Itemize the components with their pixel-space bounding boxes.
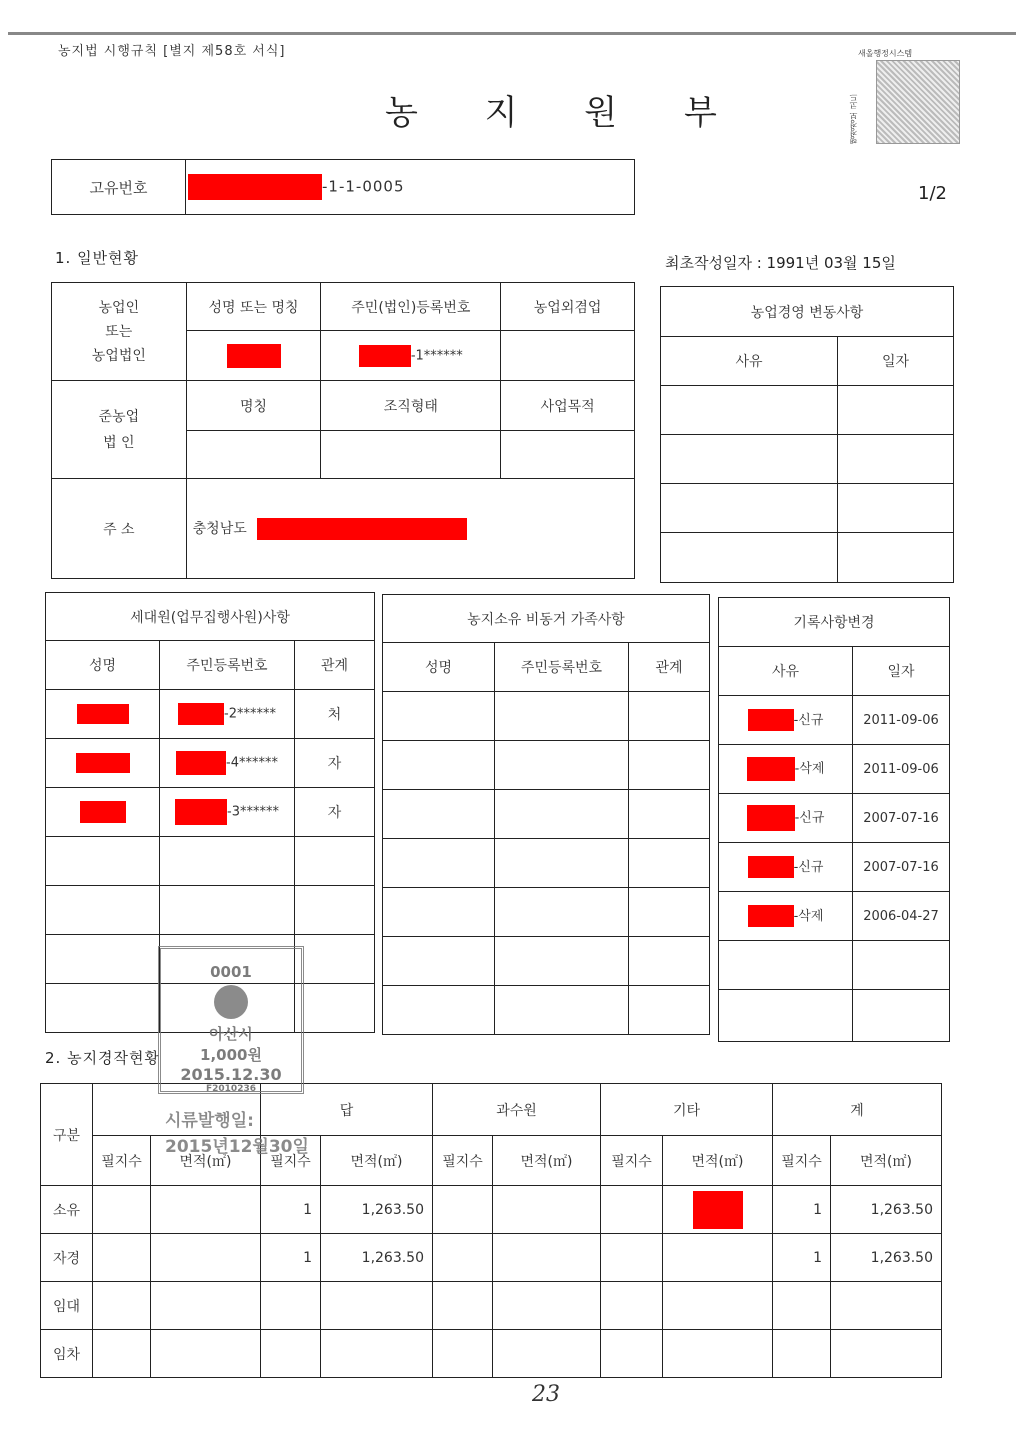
household-cell: [46, 935, 160, 984]
farm-total-count: 1: [773, 1186, 831, 1234]
change-cell: [838, 386, 954, 435]
record-changes-table: [718, 597, 950, 1042]
redaction-box: [175, 799, 227, 825]
family-cell: [383, 888, 495, 937]
farm-cell: [93, 1282, 151, 1330]
stamp-code: F2010236: [206, 1084, 256, 1094]
farmer-reg-suffix: -1******: [410, 348, 463, 363]
farm-cell: [151, 1234, 261, 1282]
address-cell: [186, 479, 634, 579]
change-header-reason: 사유: [661, 337, 838, 386]
redaction-box: [178, 703, 224, 725]
header-reg-no: 주민(법인)등록번호: [321, 283, 501, 331]
household-cell: [295, 935, 375, 984]
household-rel-cell: 자: [295, 788, 375, 837]
issue-date: 2015년12월30일: [165, 1137, 309, 1157]
household-cell: [295, 886, 375, 935]
redaction-box: [188, 174, 322, 200]
household-rel-cell: 처: [295, 690, 375, 739]
quasi-corp-label: 준농업 법 인: [52, 381, 187, 479]
stamp-city: 아산시: [209, 1025, 253, 1043]
family-cell: [629, 986, 710, 1035]
quasi-purpose-cell: [501, 431, 635, 479]
family-cell: [383, 741, 495, 790]
record-reason: -신규: [793, 712, 824, 728]
farm-cell: [93, 1186, 151, 1234]
farm-row-label: 자경: [41, 1234, 93, 1282]
farm-total-area: 1,263.50: [831, 1186, 942, 1234]
household-reg-cell: [160, 690, 295, 739]
family-cell: [629, 839, 710, 888]
farm-cell: [151, 1282, 261, 1330]
redaction-box: [257, 518, 467, 540]
household-cell: [46, 886, 160, 935]
household-cell: [295, 984, 375, 1033]
header-side-business: 농업외겸업: [501, 283, 635, 331]
stamp-number: 0001: [210, 963, 252, 981]
household-cell: [46, 984, 160, 1033]
record-date: 2011-09-06: [853, 696, 950, 745]
redaction-box: [748, 856, 794, 878]
records-title: 기록사항변경: [719, 598, 950, 647]
records-header-reason: 사유: [719, 647, 853, 696]
redaction-box: [176, 751, 226, 775]
record-reason-cell: [719, 843, 853, 892]
household-reg-cell: [160, 788, 295, 837]
family-cell: [495, 888, 629, 937]
farmer-name-cell: [186, 331, 321, 381]
household-rel-cell: 자: [295, 739, 375, 788]
redaction-box: [227, 344, 281, 368]
family-cell: [383, 986, 495, 1035]
family-cell: [383, 790, 495, 839]
record-reason-cell: [719, 696, 853, 745]
section2-title: 2. 농지경작현황: [45, 1049, 161, 1067]
household-reg-suffix: -2******: [224, 706, 276, 722]
record-cell: [853, 941, 950, 990]
farm-header-area: 면적(㎡): [151, 1136, 261, 1186]
qr-side-text: 행정정보 코드: [849, 93, 858, 144]
redaction-box: [748, 905, 794, 927]
family-cell: [629, 741, 710, 790]
farm-paddy-count: 1: [261, 1186, 321, 1234]
farm-cell: [321, 1282, 433, 1330]
farm-header-count: 필지수: [601, 1136, 663, 1186]
quasi-org-cell: [321, 431, 501, 479]
farm-header-area: 면적(㎡): [663, 1136, 773, 1186]
farm-cell: [493, 1330, 601, 1378]
change-cell: [661, 386, 838, 435]
farm-paddy-area: 1,263.50: [321, 1234, 433, 1282]
record-reason: -신규: [794, 810, 825, 826]
record-reason: -삭제: [794, 761, 825, 777]
family-cell: [495, 986, 629, 1035]
family-cell: [495, 741, 629, 790]
issue-label: 시류발행일:: [165, 1111, 254, 1131]
family-cell: [383, 937, 495, 986]
household-name-cell: [46, 788, 160, 837]
header-purpose: 사업목적: [501, 381, 635, 431]
farm-row-label: 임차: [41, 1330, 93, 1378]
official-seal-watermark: [545, 1205, 945, 1295]
address-prefix: 충청남도: [192, 520, 247, 537]
farm-cell: [433, 1186, 493, 1234]
record-date: 2006-04-27: [853, 892, 950, 941]
redaction-box: [359, 345, 411, 367]
household-reg-cell: [160, 739, 295, 788]
farm-header-paddy: 답: [261, 1084, 433, 1136]
farm-cell: [261, 1330, 321, 1378]
issue-date-stamp: [165, 1108, 309, 1160]
household-name-cell: [46, 739, 160, 788]
record-date: 2011-09-06: [853, 745, 950, 794]
change-cell: [661, 435, 838, 484]
farm-header-type: 구분: [41, 1084, 93, 1186]
family-cell: [383, 839, 495, 888]
household-header-reg: 주민등록번호: [160, 641, 295, 690]
header-org-type: 조직형태: [321, 381, 501, 431]
farm-header-count: 필지수: [93, 1136, 151, 1186]
farm-cell: [151, 1330, 261, 1378]
record-reason-cell: [719, 745, 853, 794]
family-cell: [629, 937, 710, 986]
farm-cell: [831, 1330, 942, 1378]
household-reg-suffix: -3******: [227, 804, 279, 820]
change-cell: [661, 533, 838, 583]
household-header-name: 성명: [46, 641, 160, 690]
farm-cell: [773, 1330, 831, 1378]
family-cell: [629, 888, 710, 937]
farm-cell: [151, 1186, 261, 1234]
header-name: 성명 또는 명칭: [186, 283, 321, 331]
change-mgmt-title: 농업경영 변동사항: [661, 287, 954, 337]
document-title: 농 지 원 부: [385, 93, 745, 133]
handwritten-page-number: 23: [532, 1382, 560, 1407]
farm-total-area: 1,263.50: [831, 1234, 942, 1282]
uid-value-cell: [186, 160, 635, 215]
uid-label: 고유번호: [52, 160, 186, 215]
farm-paddy-area: 1,263.50: [321, 1186, 433, 1234]
change-cell: [838, 484, 954, 533]
farm-header-count: 필지수: [773, 1136, 831, 1186]
farm-cell: [93, 1330, 151, 1378]
family-cell: [629, 790, 710, 839]
page-number: 1/2: [918, 183, 947, 204]
family-cell: [629, 692, 710, 741]
change-header-date: 일자: [838, 337, 954, 386]
farm-header-count: 필지수: [433, 1136, 493, 1186]
record-date: 2007-07-16: [853, 794, 950, 843]
uid-value: -1-1-0005: [322, 177, 405, 196]
farm-cell: [93, 1234, 151, 1282]
record-reason-cell: [719, 794, 853, 843]
farm-cell: [663, 1330, 773, 1378]
family-cell: [495, 937, 629, 986]
farm-header-other: 기타: [601, 1084, 773, 1136]
family-header-name: 성명: [383, 643, 495, 692]
record-reason-cell: [719, 892, 853, 941]
household-reg-suffix: -4******: [226, 755, 278, 771]
farm-row-label: 임대: [41, 1282, 93, 1330]
family-header-rel: 관계: [629, 643, 710, 692]
unique-number-table: [51, 159, 635, 215]
household-cell: [160, 886, 295, 935]
change-cell: [838, 533, 954, 583]
farm-cell: [601, 1330, 663, 1378]
family-title: 농지소유 비동거 가족사항: [383, 595, 710, 643]
household-cell: [46, 837, 160, 886]
farmer-side-cell: [501, 331, 635, 381]
farmer-reg-cell: [321, 331, 501, 381]
farm-cell: [321, 1330, 433, 1378]
first-created-date: 최초작성일자 : 1991년 03월 15일: [665, 254, 896, 272]
revenue-stamp: [158, 946, 304, 1094]
records-header-date: 일자: [853, 647, 950, 696]
record-reason: -신규: [793, 859, 824, 875]
redaction-box: [77, 704, 129, 724]
stamp-date: 2015.12.30: [180, 1065, 282, 1084]
change-cell: [838, 435, 954, 484]
farm-cell: [433, 1282, 493, 1330]
farm-cell: [433, 1234, 493, 1282]
farm-paddy-count: 1: [261, 1234, 321, 1282]
household-title: 세대원(업무집행사원)사항: [46, 593, 375, 641]
address-label: 주 소: [52, 479, 187, 579]
farm-header-count: 필지수: [261, 1136, 321, 1186]
family-cell: [495, 839, 629, 888]
farm-header-area: 면적(㎡): [321, 1136, 433, 1186]
family-header-reg: 주민등록번호: [495, 643, 629, 692]
farm-header-area: 면적(㎡): [493, 1136, 601, 1186]
redaction-box: [76, 753, 130, 773]
household-name-cell: [46, 690, 160, 739]
record-date: 2007-07-16: [853, 843, 950, 892]
record-reason: -삭제: [793, 908, 824, 924]
qr-logo-text: 새올행정시스템: [858, 49, 913, 58]
farm-cell: [433, 1330, 493, 1378]
change-cell: [661, 484, 838, 533]
stamp-emblem-icon: [214, 985, 248, 1019]
record-cell: [853, 990, 950, 1042]
stamp-fee: 1,000원: [200, 1046, 262, 1064]
family-cell: [495, 790, 629, 839]
redaction-box: [80, 801, 126, 823]
farm-header-area: 면적(㎡): [831, 1136, 942, 1186]
redaction-box: [747, 805, 795, 831]
non-cohabiting-family-table: [382, 594, 710, 1035]
section1-title: 1. 일반현황: [55, 249, 140, 267]
redaction-box: [748, 709, 794, 731]
record-cell: [719, 990, 853, 1042]
redaction-box: [747, 757, 795, 781]
household-cell: [160, 837, 295, 886]
record-cell: [719, 941, 853, 990]
family-cell: [495, 692, 629, 741]
farmer-label: 농업인 또는 농업법인: [52, 283, 187, 381]
form-label: 농지법 시행규칙 [별지 제58호 서식]: [58, 44, 286, 59]
household-header-rel: 관계: [295, 641, 375, 690]
farm-total-count: 1: [773, 1234, 831, 1282]
farm-header-orchard: 과수원: [433, 1084, 601, 1136]
qr-code-icon: [876, 60, 960, 144]
farm-row-label: 소유: [41, 1186, 93, 1234]
farm-header-total: 계: [773, 1084, 942, 1136]
header-title: 명칭: [186, 381, 321, 431]
farm-cell: [261, 1282, 321, 1330]
family-cell: [383, 692, 495, 741]
household-cell: [295, 837, 375, 886]
quasi-title-cell: [186, 431, 321, 479]
general-status-table: [51, 282, 635, 579]
management-change-table: [660, 286, 954, 583]
